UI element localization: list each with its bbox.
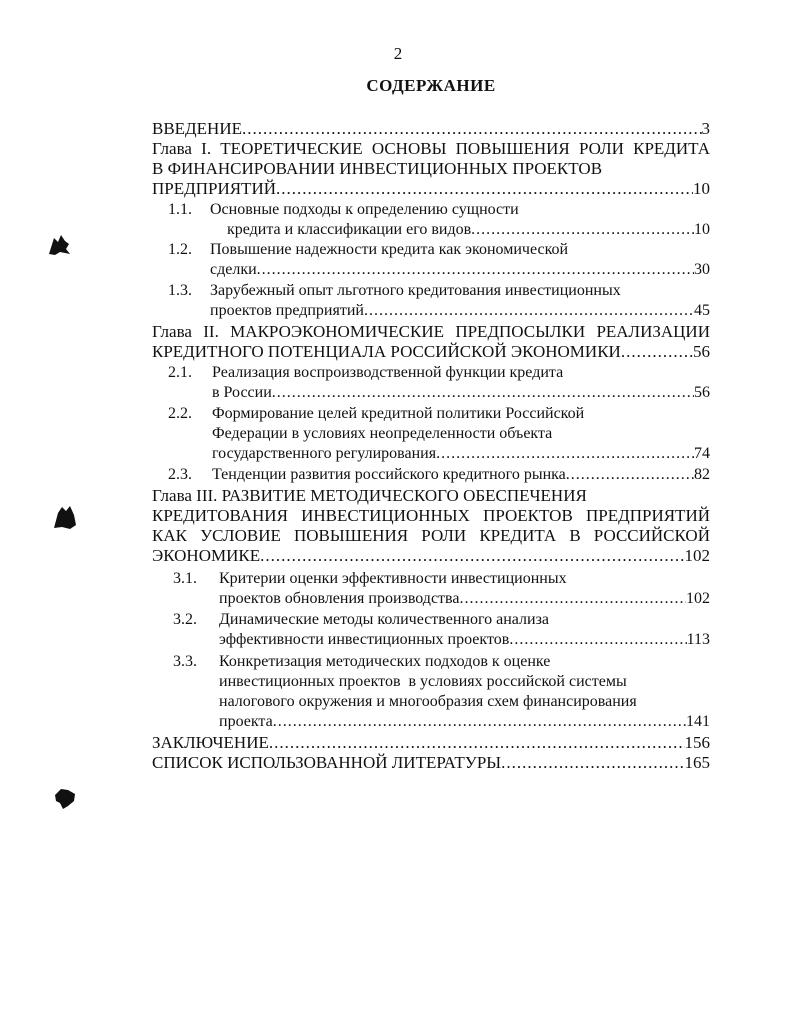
leader-dots [257,260,694,280]
toc-entry-title-line: проектов обновления производства [219,590,460,607]
toc-entry-title-line: Формирование целей кредитной политики Российской [212,405,585,422]
leader-dots [364,301,694,321]
toc-entry-title-line: государственного регулирования [212,445,437,462]
toc-entry-references[interactable] [152,753,710,773]
toc-entry-title-line: ЭКОНОМИКЕ [152,546,261,565]
toc-entry-page: 45 [694,302,710,319]
section-number: 2.1. [168,364,192,381]
toc-entry-title-line: КРЕДИТНОГО ПОТЕНЦИАЛА РОССИЙСКОЙ ЭКОНОМИКИ [152,342,621,361]
toc-entry-title-line: Повышение надежности кредита как экономической [210,241,569,258]
leader-dots [459,589,686,609]
toc-entry-page: 82 [694,466,710,483]
toc-entry-title-line: В ФИНАНСИРОВАНИИ ИНВЕСТИЦИОННЫХ ПРОЕКТОВ [152,159,603,178]
toc-entry-title-line: в России [212,384,272,401]
section-number: 3.3. [173,653,197,670]
toc-entry-title: ВВЕДЕНИЕ [152,119,242,138]
toc-entry-title-line: проектов предприятий [210,302,364,319]
toc-entry-page: 113 [686,631,710,648]
leader-dots [509,630,686,650]
toc-entry-page: 74 [694,445,710,462]
toc-entry-title-line: Глава II. МАКРОЭКОНОМИЧЕСКИЕ ПРЕДПОСЫЛКИ РЕАЛИЗАЦИИ [152,322,710,341]
leader-dots [269,733,685,753]
toc-entry-title-line: кредита и классификации его видов [227,221,472,238]
toc-entry-title-line: КРЕДИТОВАНИЯ ИНВЕСТИЦИОННЫХ ПРОЕКТОВ ПРЕДПРИЯТИЙ [152,506,710,525]
toc-entry-page: 102 [684,546,710,565]
leader-dots [471,220,694,240]
toc-entry-title-line: КАК УСЛОВИЕ ПОВЫШЕНИЯ РОЛИ КРЕДИТА В РОССИЙСКОЙ [152,526,710,545]
toc-entry-title-line: Глава III. РАЗВИТИЕ МЕТОДИЧЕСКОГО ОБЕСПЕЧЕНИЯ [152,486,587,505]
toc-entry-title-line: Глава I. ТЕОРЕТИЧЕСКИЕ ОСНОВЫ ПОВЫШЕНИЯ РОЛИ КРЕДИТА [152,139,710,158]
toc-entry-title-line: ПРЕДПРИЯТИЙ [152,179,276,198]
toc-entry-page: 165 [684,753,710,772]
scan-artifact-mark [52,785,78,811]
toc-entry-title: ЗАКЛЮЧЕНИЕ [152,733,269,752]
toc-entry-title-line: Конкретизация методических подходов к оценке [219,653,551,670]
toc-entry-conclusion[interactable] [152,733,710,753]
toc-entry-title-line: Реализация воспроизводственной функции кредита [212,364,564,381]
section-number: 1.1. [168,201,192,218]
toc-heading: СОДЕРЖАНИЕ [366,76,496,95]
toc-entry-title-line: проекта [219,713,273,730]
toc-entry-page: 156 [684,733,710,752]
toc-entry-introduction[interactable] [152,119,710,139]
section-number: 2.2. [168,405,192,422]
scan-artifact-mark [46,232,72,258]
toc-entry-title-line: эффективности инвестиционных проектов [219,631,510,648]
toc-entry-title-line: инвестиционных проектов в условиях российской системы [219,673,627,690]
toc-entry-title-line: Федерации в условиях неопределенности объекта [212,425,553,442]
toc-entry-page: 3 [701,119,710,138]
page-number: 2 [393,44,403,63]
toc-entry-page: 10 [694,221,710,238]
toc-entry-page: 102 [686,590,710,607]
toc-entry-title-line: налогового окружения и многообразия схем финансирования [219,693,637,710]
toc-entry-page: 10 [693,179,710,198]
section-number: 3.1. [173,570,197,587]
toc-entry-title-line: Зарубежный опыт льготного кредитования инвестиционных [210,282,621,299]
leader-dots [242,119,702,139]
leader-dots [501,753,684,773]
leader-dots [272,383,694,403]
section-number: 1.3. [168,282,192,299]
scan-artifact-mark [52,503,78,531]
toc-entry-title-line: Критерии оценки эффективности инвестиционных [219,570,567,587]
leader-dots [273,712,686,732]
toc-entry-title-line: Динамические методы количественного анализа [219,611,550,628]
leader-dots [566,465,694,485]
section-number: 3.2. [173,611,197,628]
toc-entry-page: 56 [694,384,710,401]
section-number: 2.3. [168,466,192,483]
leader-dots [436,444,694,464]
leader-dots [276,179,693,199]
toc-entry-page: 141 [686,713,710,730]
section-number: 1.2. [168,241,192,258]
leader-dots [621,342,693,362]
toc-entry-title-line: Тенденции развития российского кредитного рынка [212,466,566,483]
toc-entry-title-line: сделки [210,261,257,278]
toc-entry-title-line: Основные подходы к определению сущности [210,201,519,218]
leader-dots [260,546,684,566]
toc-entry-page: 56 [693,342,710,361]
toc-entry-page: 30 [694,261,710,278]
toc-entry-title: СПИСОК ИСПОЛЬЗОВАННОЙ ЛИТЕРАТУРЫ [152,753,502,772]
